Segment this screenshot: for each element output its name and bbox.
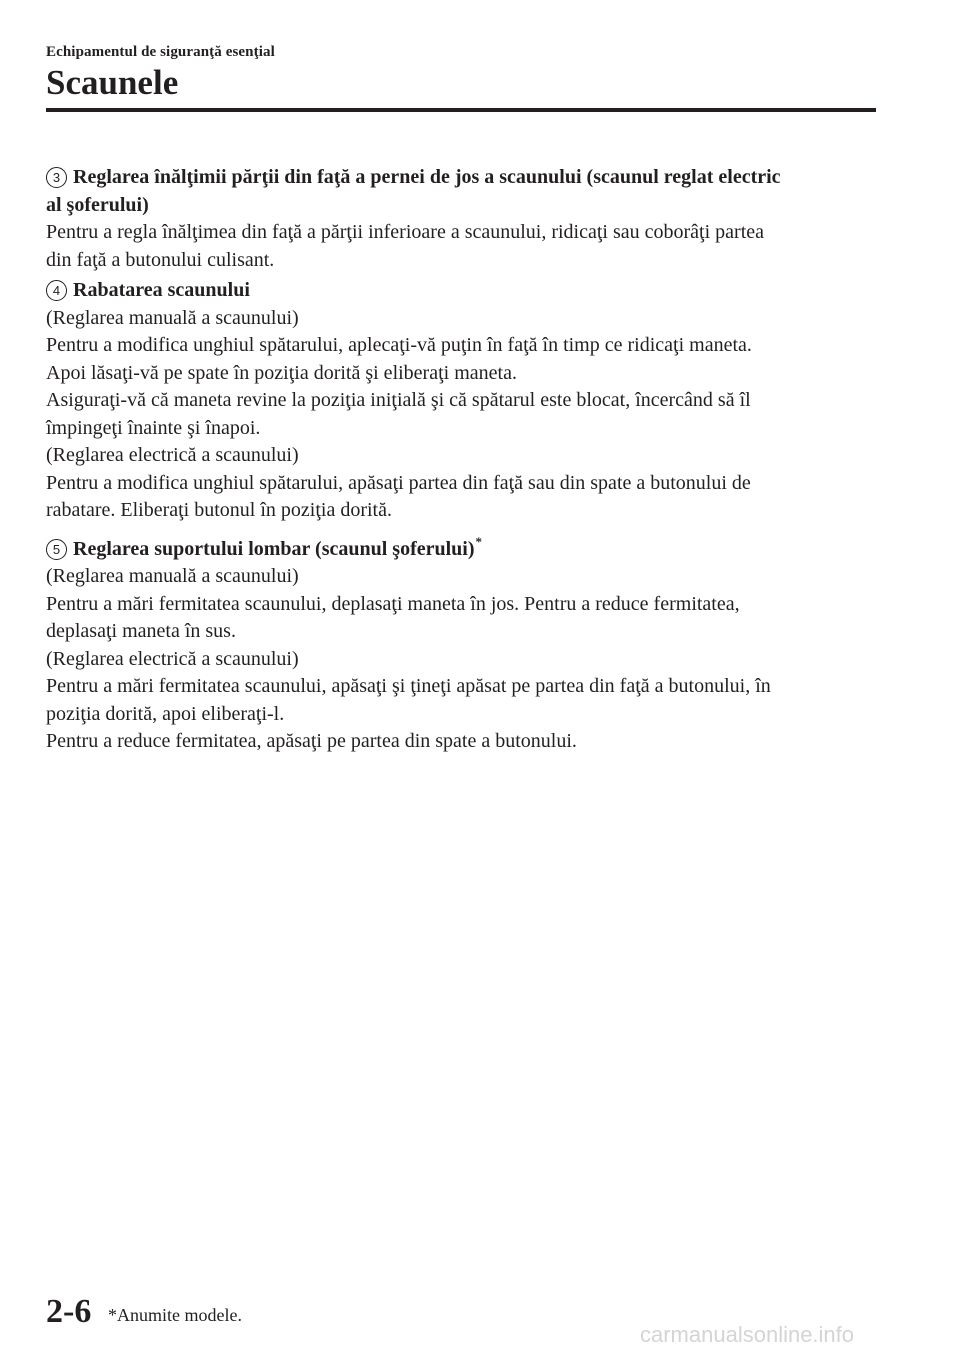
item-4-heading-text: Rabatarea scaunului bbox=[73, 279, 250, 301]
item-4-heading bbox=[46, 277, 876, 305]
item-4-line: împingeţi înainte şi înapoi. bbox=[46, 416, 261, 439]
item-4-line: (Reglarea manuală a scaunului) bbox=[46, 306, 299, 329]
item-5-line: Pentru a mări fermitatea scaunului, apăsaţi şi ţineţi apăsat pe partea din faţă a butonului, în bbox=[46, 675, 771, 697]
item-3-heading bbox=[46, 164, 876, 192]
item-3-line: din faţă a butonului culisant. bbox=[46, 248, 275, 271]
item-5-heading bbox=[46, 528, 876, 564]
footnote-marker: * bbox=[475, 533, 483, 549]
page-title: Scaunele bbox=[46, 63, 179, 102]
watermark: carmanualsonline.info bbox=[640, 1322, 855, 1347]
section-label: Echipamentul de siguranţă esenţial bbox=[46, 44, 275, 60]
circled-number-5-icon: 5 bbox=[46, 539, 67, 560]
item-5-line: (Reglarea electrică a scaunului) bbox=[46, 647, 299, 670]
item-4-line: Apoi lăsaţi-vă pe spate în poziţia dorită şi eliberaţi maneta. bbox=[46, 361, 517, 384]
content-body bbox=[46, 164, 876, 756]
item-4-line: Asiguraţi-vă că maneta revine la poziţia iniţială şi că spătarul este blocat, încercând să îl bbox=[46, 389, 751, 411]
footnote: *Anumite modele. bbox=[108, 1305, 242, 1325]
item-4-line: rabatare. Eliberaţi butonul în poziţia dorită. bbox=[46, 499, 392, 521]
item-5-line: Pentru a mări fermitatea scaunului, deplasaţi maneta în jos. Pentru a reduce fermitatea, bbox=[46, 592, 740, 615]
item-3-heading-line1: Reglarea înălţimii părţii din faţă a pernei de jos a scaunului (scaunul reglat electric bbox=[73, 166, 781, 188]
item-5-heading-text: Reglarea suportului lombar (scaunul şoferului) bbox=[73, 537, 475, 560]
circled-number-3-icon: 3 bbox=[46, 167, 67, 188]
item-4-line: (Reglarea electrică a scaunului) bbox=[46, 444, 299, 466]
item-4-line: Pentru a modifica unghiul spătarului, aplecaţi-vă puţin în faţă în timp ce ridicaţi maneta. bbox=[46, 334, 752, 356]
item-3-line: Pentru a regla înălţimea din faţă a părţii inferioare a scaunului, ridicaţi sau coborâţi partea bbox=[46, 221, 765, 243]
item-5-line: (Reglarea manuală a scaunului) bbox=[46, 565, 299, 587]
circled-number-4-icon: 4 bbox=[46, 280, 67, 301]
page-number: 2-6 bbox=[46, 1293, 92, 1330]
title-divider bbox=[46, 108, 876, 112]
item-5-line: Pentru a reduce fermitatea, apăsaţi pe partea din spate a butonului. bbox=[46, 730, 577, 752]
item-5-line: poziţia dorită, apoi eliberaţi-l. bbox=[46, 702, 285, 725]
item-4-line: Pentru a modifica unghiul spătarului, apăsaţi partea din faţă sau din spate a butonului de bbox=[46, 471, 751, 494]
item-3-heading-line2: al şoferului) bbox=[46, 193, 149, 216]
item-5-line: deplasaţi maneta în sus. bbox=[46, 620, 236, 642]
